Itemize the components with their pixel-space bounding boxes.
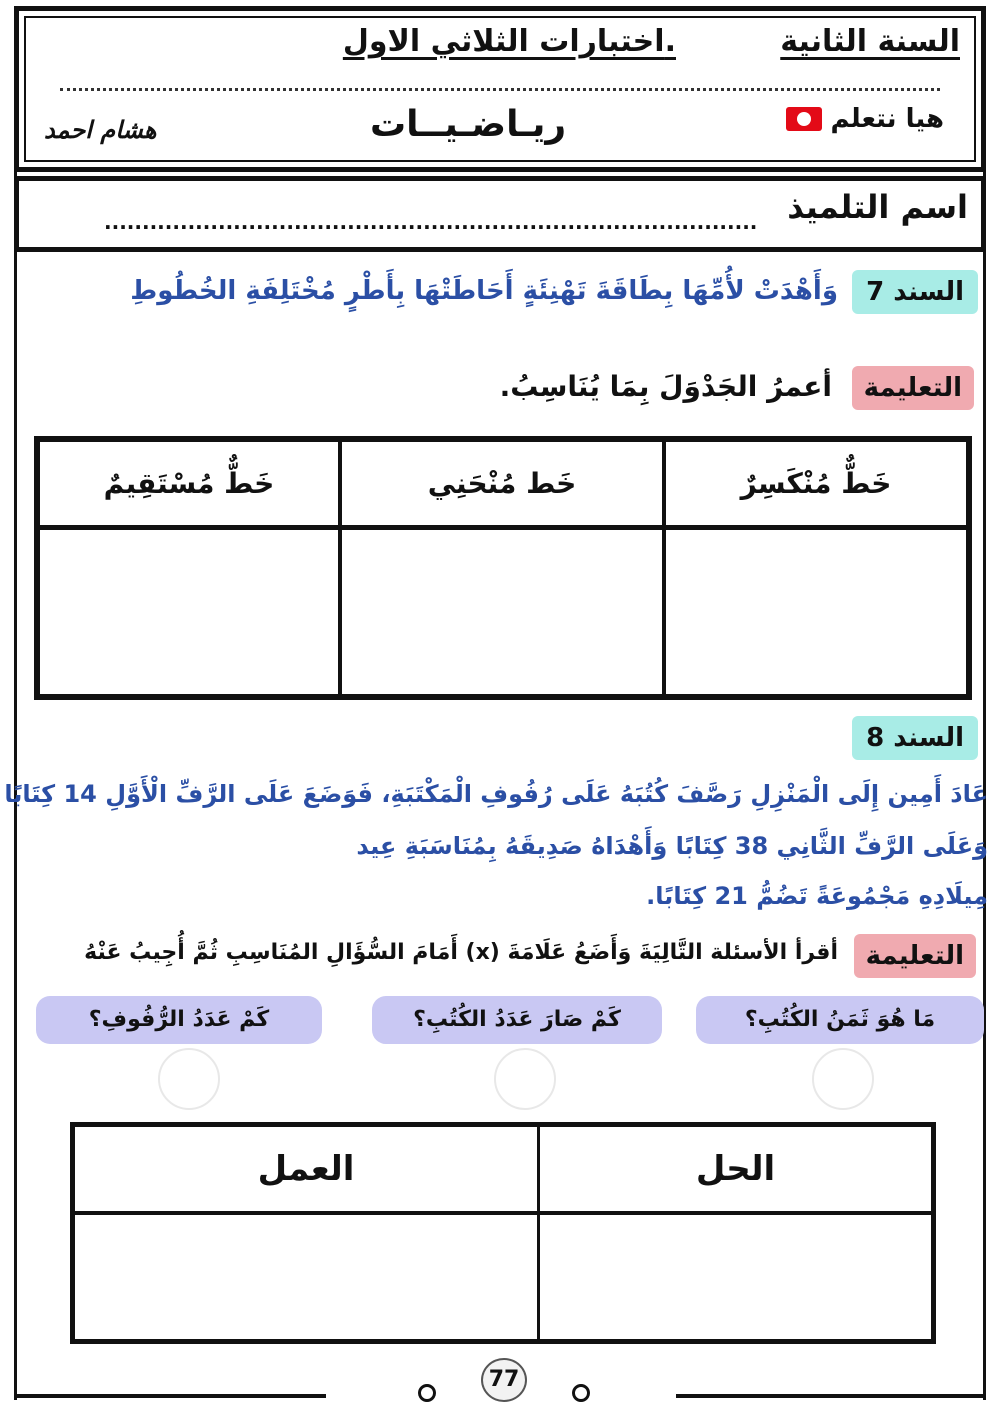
sanad-8-line-3: مِيلَادِهِ مَجْمُوعَةً تَضُمُّ 21 كِتَابًا. bbox=[646, 882, 988, 910]
sanad-7-badge: السند 7 bbox=[852, 270, 978, 314]
footer-line-left bbox=[14, 1394, 326, 1398]
question-price-of-books[interactable]: مَا هُوَ ثَمَنُ الكُتُبِ؟ bbox=[696, 996, 984, 1044]
subject-title: ريـاضـيــات bbox=[370, 104, 567, 145]
lines-table bbox=[34, 436, 972, 700]
brand bbox=[786, 104, 944, 134]
student-name-label: اسم التلميذ bbox=[787, 188, 968, 226]
sanad-8-line-2: وَعَلَى الرَّفِّ الثَّانِي 38 كِتَابًا وَأَهْدَاهُ صَدِيقَهُ بِمُنَاسَبَةِ عِيد bbox=[356, 832, 988, 860]
instruction-badge-1: التعليمة bbox=[852, 366, 974, 410]
exam-title: اختبارات الثلاثي الاول. bbox=[342, 24, 676, 59]
student-name-field[interactable]: ...................................................................................... bbox=[104, 210, 758, 234]
footer-line-right bbox=[676, 1394, 986, 1398]
solution-answer-cell[interactable] bbox=[537, 1215, 931, 1339]
answer-cell-broken[interactable] bbox=[662, 530, 966, 694]
instruction-text-2: أقرأ الأسئلة التَّالِيَةَ وَأَضَعُ عَلَامَةَ (x) أَمَامَ السُّؤَالِ المُنَاسِبِ ثُمَّ أُجِيبُ عَنْهُ bbox=[84, 940, 838, 965]
question-number-of-books[interactable]: كَمْ صَارَ عَدَدُ الكُتُبِ؟ bbox=[372, 996, 662, 1044]
answer-cell-straight[interactable] bbox=[40, 530, 338, 694]
header-work: العمل bbox=[257, 1149, 355, 1189]
footer-dot-left bbox=[418, 1384, 436, 1402]
page-number: 77 bbox=[481, 1358, 527, 1402]
footer-dot-right bbox=[572, 1384, 590, 1402]
header-straight-line: خَطٌّ مُسْتَقِيمٌ bbox=[103, 467, 275, 500]
instruction-badge-2: التعليمة bbox=[854, 934, 976, 978]
mark-circle-2[interactable] bbox=[494, 1048, 556, 1110]
header-curved-line: خَط مُنْحَنِي bbox=[338, 442, 662, 525]
mark-circle-1[interactable] bbox=[812, 1048, 874, 1110]
sanad-8-line-1: عَادَ أَمِين إِلَى الْمَنْزِلِ رَصَّفَ كُتُبَهُ عَلَى رُفُوفِ الْمَكْتَبَةِ، فَوَضَعَ عَلَى الرَّفِّ الْأَوَّلِ 14 كِتَابًا bbox=[4, 780, 988, 808]
school-year: السنة الثانية bbox=[780, 24, 960, 59]
author-signature: هشام احمد bbox=[44, 116, 157, 144]
answer-cell-curved[interactable] bbox=[338, 530, 662, 694]
instruction-text-1: أعمرُ الجَدْوَلَ بِمَا يُنَاسِبُ. bbox=[499, 370, 832, 403]
tunisia-flag-icon bbox=[786, 107, 822, 131]
header-solution: الحل bbox=[537, 1127, 931, 1211]
sanad-7-text: وَأَهْدَتْ لأُمِّهَا بِطَاقَةَ تَهْنِئَةٍ أَحَاطَتْهَا بِأَطْرٍ مُخْتَلِفَةِ الخُطُوطِ bbox=[130, 276, 838, 306]
header-broken-line: خَطٌّ مُنْكَسِرٌ bbox=[662, 442, 966, 525]
header-dotted-line bbox=[60, 88, 940, 91]
sanad-8-badge: السند 8 bbox=[852, 716, 978, 760]
work-answer-cell[interactable] bbox=[75, 1215, 537, 1339]
question-number-of-shelves[interactable]: كَمْ عَدَدُ الرُّفُوفِ؟ bbox=[36, 996, 322, 1044]
brand-label: هيا نتعلم bbox=[830, 104, 944, 134]
solution-table bbox=[70, 1122, 936, 1344]
mark-circle-3[interactable] bbox=[158, 1048, 220, 1110]
